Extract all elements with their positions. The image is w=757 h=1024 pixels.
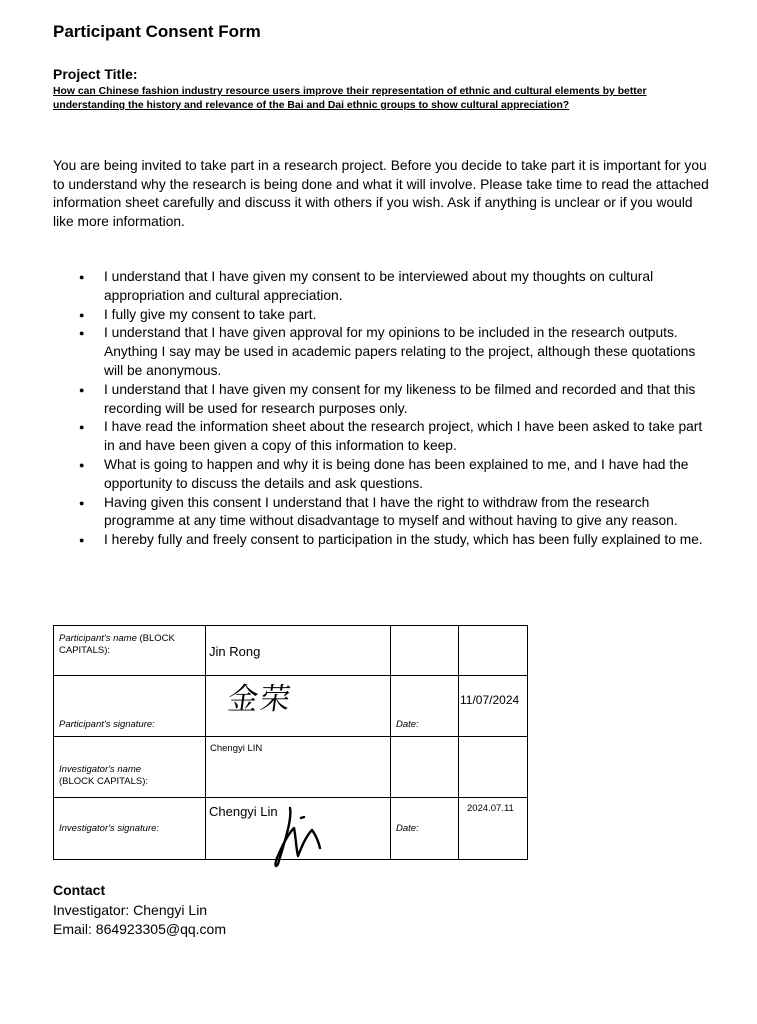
investigator-name-label-cell (54, 737, 206, 798)
participant-name-label-cell (54, 626, 206, 676)
participant-date-cell (459, 676, 528, 737)
contact-heading: Contact (53, 882, 106, 898)
participant-name-cell (206, 626, 391, 676)
participant-signature-label: Participant's signature: (59, 719, 155, 730)
date-label-cell (391, 676, 459, 737)
participant-signature-label-cell (54, 676, 206, 737)
date-label: Date: (396, 823, 419, 834)
participant-signature-cell (206, 676, 391, 737)
empty-cell (391, 626, 459, 676)
investigator-signature-label: Investigator's signature: (59, 823, 160, 834)
consent-list (53, 268, 713, 550)
investigator-name-label-line1: Investigator's name (59, 764, 142, 775)
investigator-signature-scribble (268, 804, 328, 870)
consent-item: ● I hereby fully and freely consent to participation in the study, which has been fully explained to me. (53, 531, 713, 550)
investigator-signature-cell (206, 798, 391, 860)
participant-name-row (54, 626, 528, 676)
investigator-name-label-line2: (BLOCK CAPITALS): (59, 776, 149, 787)
intro-paragraph: You are being invited to take part in a research project. Before you decide to take part it is important for you to understand why the research is being done and what it will involve. Please take time to read the attached information sheet carefully and discuss it with others if you wish. Ask if anything is unclear or if you would like more information. (53, 158, 709, 229)
investigator-signature-text: Chengyi Lin (209, 804, 278, 819)
investigator-name-value: Chengyi LIN (210, 743, 263, 754)
consent-item: ● I understand that I have given my consent to be interviewed about my thoughts on cultural appropriation and cultural appreciation. (53, 268, 713, 306)
investigator-name-cell (206, 737, 391, 798)
project-title-text: How can Chinese fashion industry resource users improve their representation of ethnic and cultural elements by better understanding the history and relevance of the Bai and Dai ethnic groups to show cultural appreciation? (53, 86, 647, 111)
consent-item: ● I understand that I have given approval for my opinions to be included in the research outputs. Anything I say may be used in academic papers relating to the project, although these quotations will be anonymous. (53, 324, 713, 380)
empty-cell (391, 737, 459, 798)
consent-item: ● Having given this consent I understand that I have the right to withdraw from the research programme at any time without disadvantage to myself and without having to give any reason. (53, 494, 713, 532)
participant-signature-row (54, 676, 528, 737)
consent-item: ● I fully give my consent to take part. (53, 306, 713, 325)
project-title-label: Project Title: (53, 66, 138, 82)
investigator-date-cell (459, 798, 528, 860)
consent-item: ● What is going to happen and why it is being done has been explained to me, and I have had the opportunity to discuss the details and ask questions. (53, 456, 713, 494)
contact-email: Email: 864923305@qq.com (53, 921, 226, 937)
date-label: Date: (396, 719, 419, 730)
date-label-cell (391, 798, 459, 860)
contact-investigator: Investigator: Chengyi Lin (53, 901, 208, 918)
empty-cell (459, 626, 528, 676)
form-title: Participant Consent Form (53, 22, 261, 41)
consent-item: ● I have read the information sheet about the research project, which I have been asked to take part in and have been given a copy of this information to keep. (53, 418, 713, 456)
consent-item: ● I understand that I have given my consent for my likeness to be filmed and recorded and that this recording will be used for research purposes only. (53, 381, 713, 419)
signature-table (53, 625, 528, 860)
participant-name-label: Participant's name (BLOCK CAPITALS): (59, 633, 175, 656)
investigator-name-row (54, 737, 528, 798)
participant-signature: 金荣 (225, 682, 295, 717)
contact-section (53, 881, 226, 940)
participant-name-value: Jin Rong (209, 644, 261, 659)
investigator-date: 2024.07.11 (467, 803, 514, 814)
participant-date: 11/07/2024 (460, 693, 520, 707)
empty-cell (459, 737, 528, 798)
investigator-signature-label-cell (54, 798, 206, 860)
investigator-signature-row (54, 798, 528, 860)
